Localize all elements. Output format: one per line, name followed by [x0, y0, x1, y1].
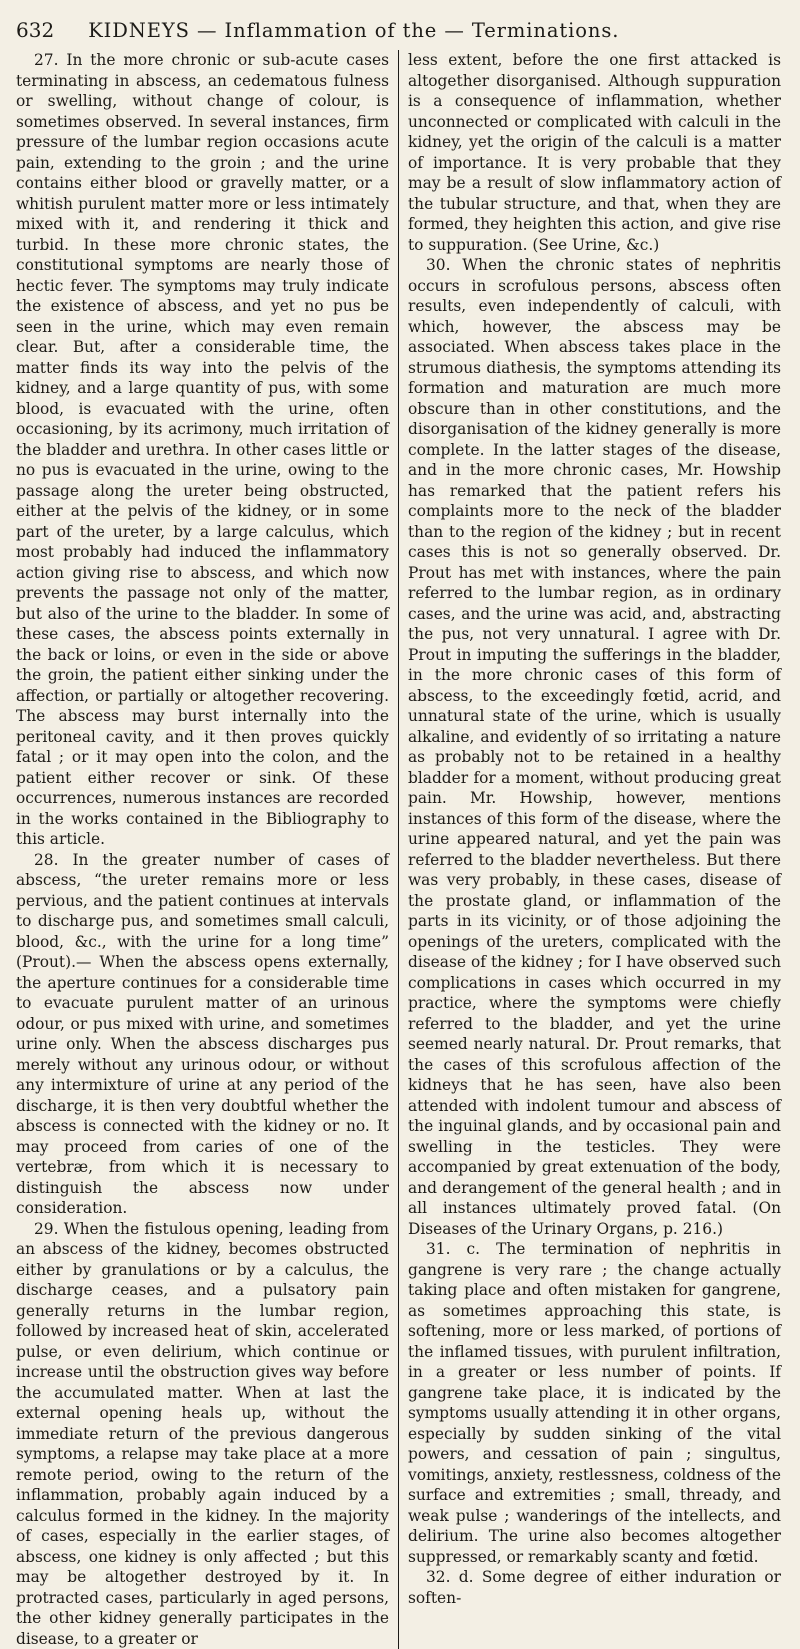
paragraph-29-continued: less extent, before the one first attacked is altogether disorganised. Although suppuration is a consequence of inflammation, whether unconnected or complicated with calculi in the kidney, yet the origin of the calculi is a matter of importance. It is very probable that they may be a result of slow inflammatory action of the tubular structure, and that, when they are formed, they heighten this action, and give rise to suppuration. (See Urine, &c.)	[408, 50, 781, 255]
paragraph-31: 31. c. The termination of nephritis in gangrene is very rare ; the change actually taking place and often mistaken for gangrene, as sometimes approaching this state, is softening, more or less marked, of portions of the inflamed tissues, with purulent infiltration, in a greater or less number of points. If gangrene take place, it is indicated by the symptoms usually attending it in other organs, especially by sudden sinking of the vital powers, and cessation of pain ; singultus, vomitings, anxiety, restlessness, coldness of the surface and extremities ; small, thready, and weak pulse ; wanderings of the intellects, and delirium. The urine also becomes altogether suppressed, or remarkably scanty and fœtid.	[408, 1239, 781, 1567]
running-head	[16, 18, 782, 48]
text-columns	[16, 50, 782, 1649]
left-column	[16, 50, 389, 1649]
paragraph-27: 27. In the more chronic or sub-acute cases terminating in abscess, an cedematous fulness or swelling, without change of colour, is sometimes observed. In several instances, firm pressure of the lumbar region occasions acute pain, extending to the groin ; and the urine contains either blood or gravelly matter, or a whitish purulent matter more or less intimately mixed with it, and rendering it thick and turbid. In these more chronic states, the constitutional symptoms are nearly those of hectic fever. The symptoms may truly indicate the existence of abscess, and yet no pus be seen in the urine, which may even remain clear. But, after a considerable time, the matter finds its way into the pelvis of the kidney, and a large quantity of pus, with some blood, is evacuated with the urine, often occasioning, by its acrimony, much irritation of the bladder and urethra. In other cases little or no pus is evacuated in the urine, owing to the passage along the ureter being obstructed, either at the pelvis of the kidney, or in some part of the ureter, by a large calculus, which most probably had induced the inflammatory action giving rise to abscess, and which now prevents the passage not only of the matter, but also of the urine to the bladder. In some of these cases, the abscess points externally in the back or loins, or even in the side or above the groin, the patient either sinking under the affection, or partially or altogether recovering. The abscess may burst internally into the peritoneal cavity, and it then proves quickly fatal ; or it may open into the colon, and the patient either recover or sink. Of these occurrences, numerous instances are recorded in the works contained in the Bibliography to this article.	[16, 50, 389, 850]
right-column	[408, 50, 781, 1649]
paragraph-29: 29. When the fistulous opening, leading from an abscess of the kidney, becomes obstructed either by granulations or by a calculus, the discharge ceases, and a pulsatory pain generally returns in the lumbar region, followed by increased heat of skin, accelerated pulse, or even delirium, which continue or increase until the obstruction gives way before the accumulated matter. When at last the external opening heals up, without the immediate return of the previous dangerous symptoms, a relapse may take place at a more remote period, owing to the return of the inflammation, probably again induced by a calculus formed in the kidney. In the majority of cases, especially in the earlier stages, of abscess, one kidney is only affected ; but this may be altogether destroyed by it. In protracted cases, particularly in aged persons, the other kidney generally participates in the disease, to a greater or	[16, 1219, 389, 1649]
paragraph-28: 28. In the greater number of cases of abscess, “the ureter remains more or less pervious, and the patient continues at intervals to discharge pus, and sometimes small calculi, blood, &c., with the urine for a long time” (Prout).— When the abscess opens externally, the aperture continues for a considerable time to evacuate purulent matter of an urinous odour, or pus mixed with urine, and sometimes urine only. When the abscess discharges pus merely without any urinous odour, or without any intermixture of urine at any period of the discharge, it is then very doubtful whether the abscess is connected with the kidney or no. It may proceed from caries of one of the vertebræ, from which it is necessary to distinguish the abscess now under consideration.	[16, 850, 389, 1219]
paragraph-32: 32. d. Some degree of either induration or soften-	[408, 1567, 781, 1608]
running-title: KIDNEYS — Inflammation of the — Terminations.	[88, 19, 619, 42]
column-rule	[398, 50, 399, 1649]
paragraph-30: 30. When the chronic states of nephritis occurs in scrofulous persons, abscess often results, even independently of calculi, with which, however, the abscess may be associated. When abscess takes place in the strumous diathesis, the symptoms attending its formation and maturation are much more obscure than in other constitutions, and the disorganisation of the kidney generally is more complete. In the latter stages of the disease, and in the more chronic cases, Mr. Howship has remarked that the patient refers his complaints more to the neck of the bladder than to the region of the kidney ; but in recent cases this is not so generally observed. Dr. Prout has met with instances, where the pain referred to the lumbar region, as in ordinary cases, and the urine was acid, and, abstracting the pus, not very unnatural. I agree with Dr. Prout in imputing the sufferings in the bladder, in the more chronic cases of this form of abscess, to the exceedingly fœtid, acrid, and unnatural state of the urine, which is usually alkaline, and evidently of so irritating a nature as probably not to be retained in a healthy bladder for a moment, without producing great pain. Mr. Howship, however, mentions instances of this form of the disease, where the urine appeared natural, and yet the pain was referred to the bladder nevertheless. But there was very probably, in these cases, disease of the prostate gland, or inflammation of the parts in its vicinity, or of those adjoining the openings of the ureters, complicated with the disease of the kidney ; for I have observed such complications in cases which occurred in my practice, where the symptoms were chiefly referred to the bladder, and yet the urine seemed nearly natural. Dr. Prout remarks, that the cases of this scrofulous affection of the kidneys that he has seen, have also been attended with indolent tumour and abscess of the inguinal glands, and by occasional pain and swelling in the testicles. They were accompanied by great extenuation of the body, and derangement of the general health ; and in all instances ultimately proved fatal. (On Diseases of the Urinary Organs, p. 216.)	[408, 255, 781, 1239]
page-number: 632	[16, 18, 54, 42]
